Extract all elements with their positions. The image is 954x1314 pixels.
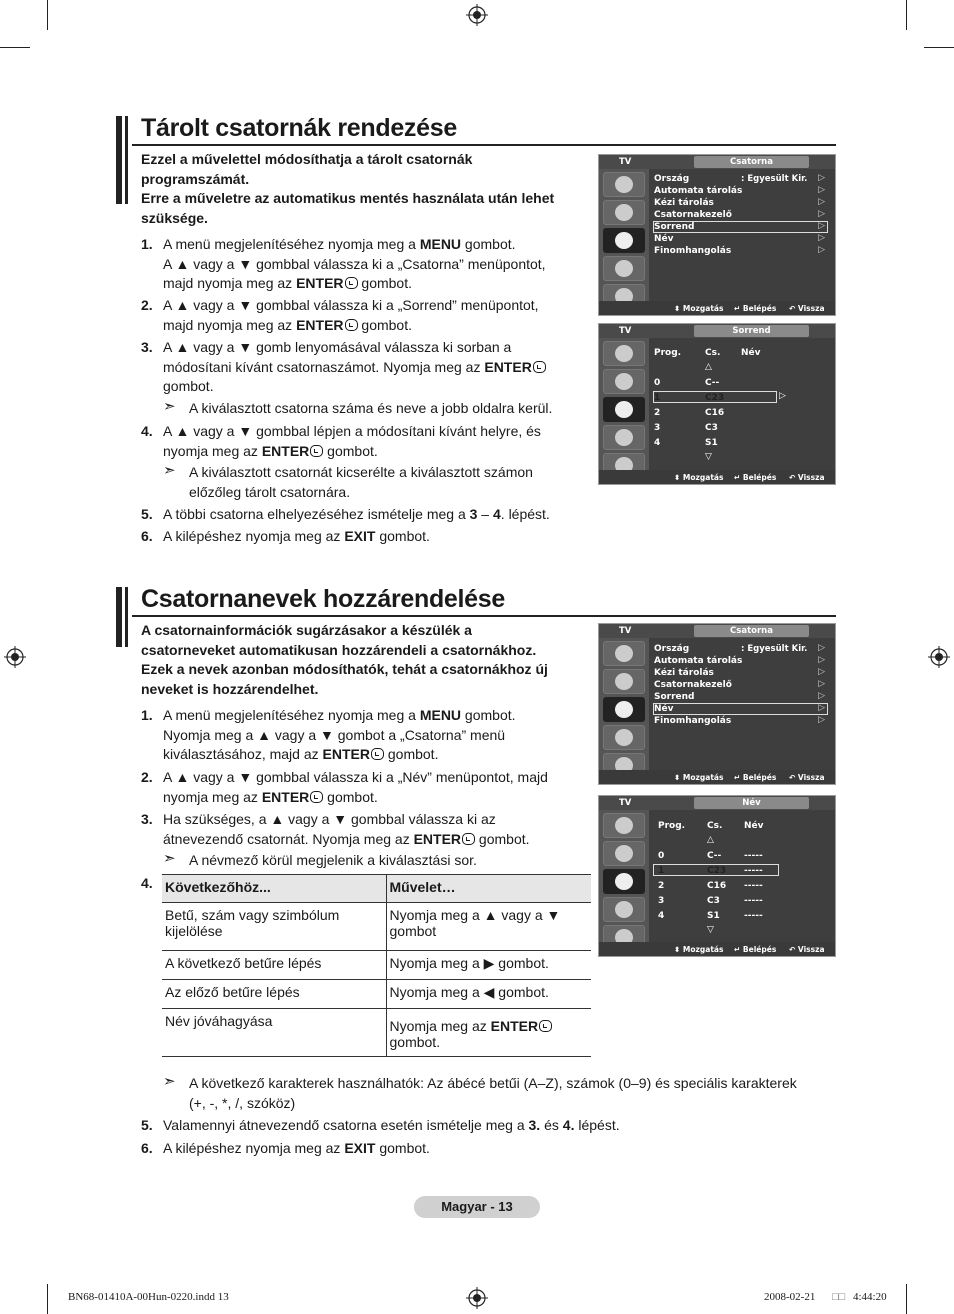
channel-menu-icon [603, 697, 645, 722]
step-2: 2. A ▲ vagy a ▼ gombbal válassza ki a „Név” menüpontot, majd nyomja meg az ENTER gombot. [141, 769, 548, 805]
section-intro: A csatornainformációk sugárzásakor a készülék a csatorneveket automatikusan hozzárendeli a csatornákhoz. Ezek a nevek azonban módosíthatók, tehát a csatornákhoz új neveket is hozzárendelhet. [141, 622, 548, 697]
step-6: 6. A kilépéshez nyomja meg az EXIT gombot. [141, 528, 430, 544]
arrow-note-icon: ➣ [163, 398, 176, 415]
setup-menu-icon [603, 425, 645, 450]
picture-menu-icon [603, 641, 645, 666]
crop-mark [924, 47, 954, 48]
print-file-info: BN68-01410A-00Hun-0220.indd 13 [68, 1291, 229, 1303]
sound-menu-icon [603, 200, 645, 225]
setup-menu-icon [603, 725, 645, 750]
registration-mark-icon [466, 4, 488, 26]
step-6: 6. A kilépéshez nyomja meg az EXIT gombot. [141, 1140, 430, 1156]
step-3: 3. A ▲ vagy a ▼ gomb lenyomásával válassza ki sorban a módosítani kívánt csatornaszámot. Nyomja meg az ENTER gombot. [141, 338, 586, 397]
channel-menu-icon [603, 397, 645, 422]
osd-sorrend-menu: TV Sorrend Prog. Cs. Név △ 0 C-- 1 C23 ▷ 2 C16 3 C3 4 S1 ▽ ⬍ Mozgatás ↵ Belépés ↶ Vissza [598, 323, 836, 485]
enter-icon [462, 833, 475, 845]
arrow-note-icon: ➣ [163, 1073, 176, 1090]
enter-icon [371, 748, 384, 760]
enter-icon [310, 791, 323, 803]
section-intro: Ezzel a művelettel módosíthatja a tárolt csatornák programszámát. Erre a műveletre az automatikus mentés használata után lehet szüksége. [141, 151, 555, 226]
channel-menu-icon [603, 869, 645, 894]
enter-icon [345, 319, 358, 331]
note: ➣ A névmező körül megjelenik a kiválasztási sor. [163, 850, 477, 868]
picture-menu-icon [603, 813, 645, 838]
crop-mark [47, 1284, 48, 1314]
step-5: 5. Valamennyi átnevezendő csatorna esetén ismételje meg a 3. és 4. lépést. [141, 1117, 620, 1133]
step-1: 1. A menü megjelenítéséhez nyomja meg a MENU gombot. A ▲ vagy a ▼ gombbal válassza ki a „Csatorna” menüpontot, majd nyomja meg az ENTER gombot. [141, 236, 546, 291]
section-header [116, 587, 836, 619]
print-date: 2008-02-21 [764, 1291, 816, 1303]
registration-mark-icon [466, 1287, 488, 1309]
note: ➣ A kiválasztott csatorna száma és neve a jobb oldalra kerül. [163, 398, 553, 416]
crop-mark [906, 1284, 907, 1314]
setup-menu-icon [603, 256, 645, 281]
setup-menu-icon [603, 897, 645, 922]
section-header [116, 116, 836, 148]
print-time: 4:44:20 [853, 1291, 887, 1303]
note: ➣ A kiválasztott csatornát kicserélte a kiválasztott számon előzőleg tárolt csatornára. [163, 462, 533, 500]
channel-menu-icon [603, 228, 645, 253]
crop-mark [906, 0, 907, 30]
osd-csatorna-menu: TV Csatorna Ország : Egyesült Kir. ▷ Automata tárolás ▷ Kézi tárolás ▷ Csatornakezelő ▷ Sorrend ▷ Név ▷ Finomhangolás ▷ ⬍ Mozgatás ↵ Belépés ↶ Vissza [598, 154, 836, 316]
osd-nev-menu: TV Név Prog. Cs. Név △ 0 C-- ----- 1 C23 ----- 2 C16 ----- 3 C3 ----- 4 S1 ----- ▽ ⬍ Mozgatás ↵ Belépés ↶ Vissza [598, 795, 836, 957]
arrow-note-icon: ➣ [163, 462, 176, 479]
note: ➣ A következő karakterek használhatók: Az ábécé betűi (A–Z), számok (0–9) és speciális karakterek (+, -, *, /, szóköz) [163, 1073, 797, 1111]
registration-mark-icon [4, 646, 26, 668]
sound-menu-icon [603, 669, 645, 694]
step-5: 5. A többi csatorna elhelyezéséhez ismételje meg a 3 – 4. lépést. [141, 506, 550, 522]
section-title: Tárolt csatornák rendezése [141, 114, 457, 142]
crop-mark [47, 0, 48, 30]
enter-icon [533, 361, 546, 373]
picture-menu-icon [603, 341, 645, 366]
key-actions-table: Következőhöz... Művelet… Betű, szám vagy szimbólum kijelölése Nyomja meg a ▲ vagy a ▼ gombot A következő betűre lépés Nyomja meg a ▶ gombot. Az előző betűre lépés Nyomja meg a ◀ gombot. Név jóváhagyása Nyomja meg az ENTER gombot. [162, 874, 591, 1057]
step-2: 2. A ▲ vagy a ▼ gombbal válassza ki a „Sorrend” menüpontot, majd nyomja meg az ENTER gombot. [141, 297, 539, 333]
enter-icon [310, 445, 323, 457]
picture-menu-icon [603, 172, 645, 197]
osd-csatorna-menu: TV Csatorna Ország : Egyesült Kir. ▷ Automata tárolás ▷ Kézi tárolás ▷ Csatornakezelő ▷ Sorrend ▷ Név ▷ Finomhangolás ▷ ⬍ Mozgatás ↵ Belépés ↶ Vissza [598, 623, 836, 785]
sound-menu-icon [603, 369, 645, 394]
crop-mark [0, 47, 30, 48]
page-number: Magyar - 13 [414, 1196, 540, 1218]
step-4: 4. A ▲ vagy a ▼ gombbal lépjen a módosítani kívánt helyre, és nyomja meg az ENTER gombot. [141, 423, 541, 459]
arrow-note-icon: ➣ [163, 850, 176, 867]
step-1: 1. A menü megjelenítéséhez nyomja meg a MENU gombot. Nyomja meg a ▲ vagy a ▼ gombot a „Csatorna” menü kiválasztásához, majd az ENTER gombot. [141, 707, 516, 762]
sound-menu-icon [603, 841, 645, 866]
print-boxes: □□ [832, 1291, 846, 1303]
enter-icon [345, 277, 358, 289]
enter-icon [539, 1020, 552, 1032]
section-title: Csatornanevek hozzárendelése [141, 585, 505, 613]
registration-mark-icon [928, 646, 950, 668]
step-3: 3. Ha szükséges, a ▲ vagy a ▼ gombbal válassza ki az átnevezendő csatornát. Nyomja meg az ENTER gombot. [141, 811, 530, 847]
